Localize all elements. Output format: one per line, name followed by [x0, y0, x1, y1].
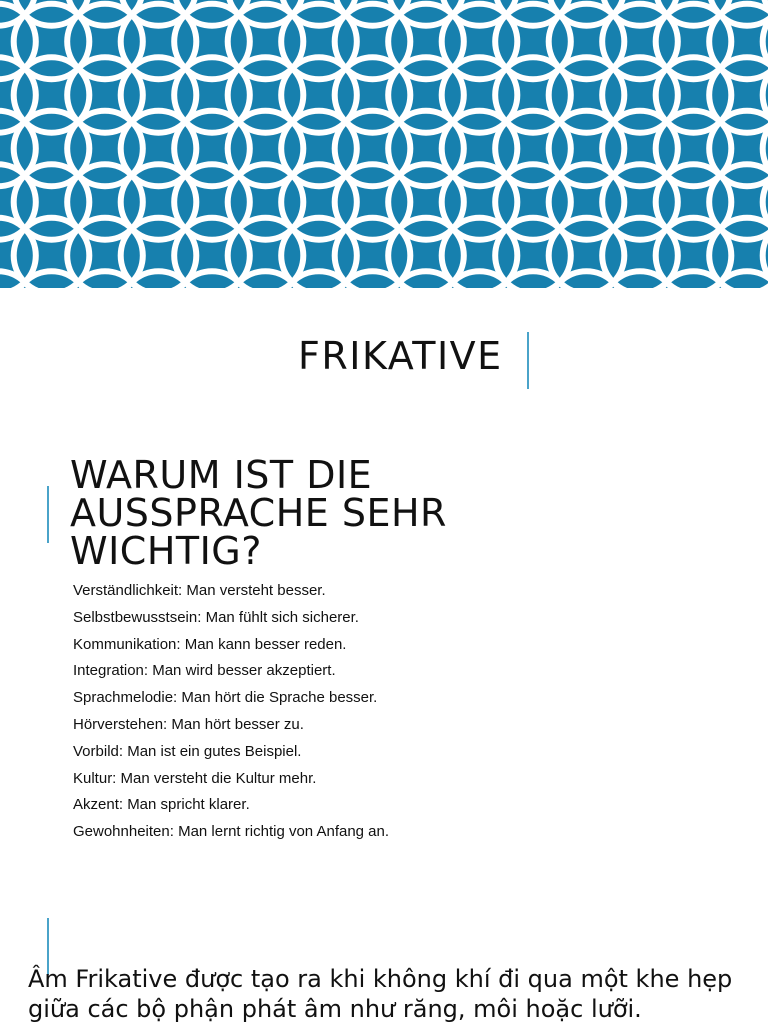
reason-item: Akzent: Man spricht klarer.: [73, 796, 250, 814]
heading-line: AUSSPRACHE SEHR: [70, 491, 447, 535]
vietnamese-description: [28, 964, 732, 1024]
reason-item: Vorbild: Man ist ein gutes Beispiel.: [73, 742, 302, 760]
reason-item: Sprachmelodie: Man hört die Sprache besser.: [73, 689, 378, 707]
title-accent-rule: [527, 332, 529, 389]
reason-item: Kultur: Man versteht die Kultur mehr.: [73, 769, 317, 787]
section-heading: [70, 453, 447, 573]
reason-item: Integration: Man wird besser akzeptiert.: [73, 662, 336, 680]
reason-item: Kommunikation: Man kann besser reden.: [73, 635, 347, 653]
reason-item: Verständlichkeit: Man versteht besser.: [73, 582, 326, 599]
description-line: Âm Frikative được tạo ra khi không khí đi qua một khe hẹp: [28, 965, 733, 993]
reason-item: Selbstbewusstsein: Man fühlt sich sicherer.: [73, 608, 359, 626]
heading-line: WICHTIG?: [70, 529, 262, 573]
heading-line: WARUM IST DIE: [70, 453, 373, 497]
interlocking-circles-pattern: [0, 0, 768, 288]
reason-item: Gewohnheiten: Man lernt richtig von Anfang an.: [73, 823, 390, 841]
pattern-banner: [0, 0, 768, 288]
description-line: giữa các bộ phận phát âm như răng, môi hoặc lưỡi.: [28, 995, 642, 1023]
reason-item: Hörverstehen: Man hört besser zu.: [73, 715, 304, 733]
banner-ring-pattern: [0, 0, 768, 288]
section-accent-rule: [47, 486, 49, 543]
slide-title: FRIKATIVE: [298, 334, 503, 378]
reasons-list: [73, 578, 389, 846]
